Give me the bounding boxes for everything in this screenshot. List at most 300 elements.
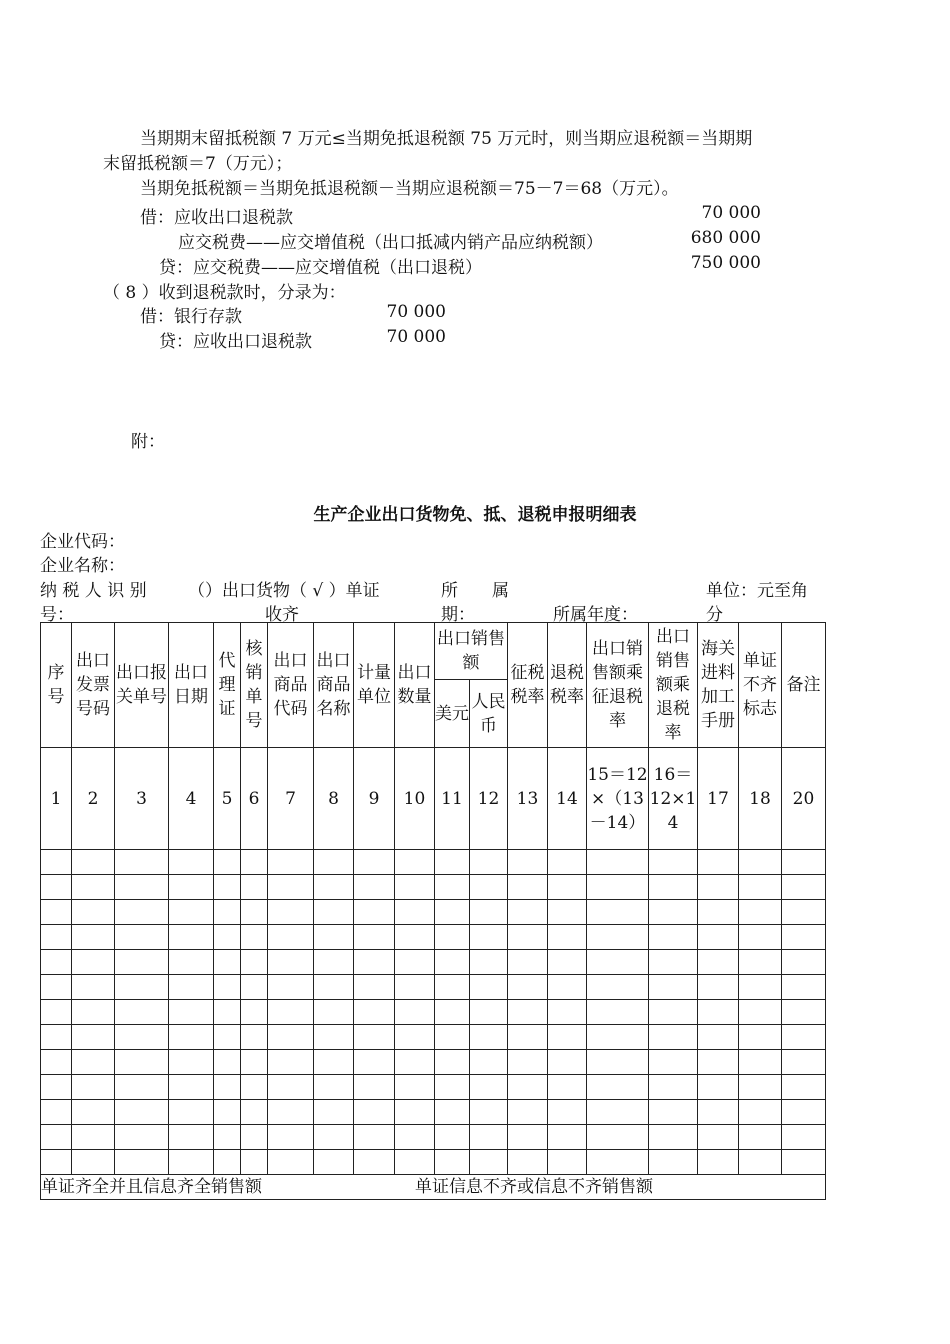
table-cell [395,975,435,1000]
table-cell [395,925,435,950]
table-cell [354,1100,395,1125]
company-code-label: 企业代码： [40,532,125,552]
table-cell [548,1050,587,1075]
table-cell [354,1150,395,1175]
table-cell [314,900,354,925]
table-cell [169,1150,214,1175]
table-cell [782,975,826,1000]
table-cell [739,950,782,975]
table-cell [268,1050,314,1075]
table-cell [739,1000,782,1025]
table-cell [435,950,470,975]
table-cell [470,950,508,975]
table-cell [782,1100,826,1125]
header-diff-amount: 出口销售额乘征退税率 [587,623,649,748]
unit-label: 单位：元至角 [706,581,808,601]
table-cell [782,925,826,950]
table-cell [698,975,739,1000]
table-cell [587,1075,649,1100]
table-cell [698,1050,739,1075]
table-cell [72,850,115,875]
table-cell [115,1050,169,1075]
table-cell [314,1150,354,1175]
table-cell [115,1100,169,1125]
table-cell [268,850,314,875]
table-cell [169,850,214,875]
table-cell [115,850,169,875]
table-cell [354,875,395,900]
col-number: 3 [115,748,169,850]
table-cell [169,950,214,975]
table-cell [268,1075,314,1100]
table-cell [782,950,826,975]
table-cell [698,1025,739,1050]
table-cell [548,925,587,950]
table-cell [649,875,698,900]
col-number: 14 [548,748,587,850]
table-cell [649,1025,698,1050]
table-cell [268,1100,314,1125]
table-cell [72,1100,115,1125]
table-cell [214,1000,241,1025]
table-cell [314,950,354,975]
header-unit: 计量单位 [354,623,395,748]
table-cell [698,1100,739,1125]
footer-row [41,1175,826,1200]
col-number: 13 [508,748,548,850]
table-cell [435,1100,470,1125]
table-cell [169,1050,214,1075]
table-cell [739,1025,782,1050]
taxpayer-id-label-cont: 号： [40,605,74,625]
table-cell [169,1025,214,1050]
table-cell [508,1025,548,1050]
header-incomplete-flag: 单证不齐标志 [739,623,782,748]
col-number: 10 [395,748,435,850]
table-cell [587,1100,649,1125]
col-number: 18 [739,748,782,850]
table-cell [395,1125,435,1150]
form-title: 生产企业出口货物免、抵、退税申报明细表 [313,505,637,525]
table-cell [435,925,470,950]
table-cell [548,1075,587,1100]
table-cell [354,1050,395,1075]
table-cell [41,900,72,925]
table-cell [169,1125,214,1150]
step-8-heading: （ 8 ）收到退税款时，分录为： [103,283,346,303]
table-cell [214,1100,241,1125]
table-cell [268,900,314,925]
table-row [41,950,826,975]
table-row [41,1025,826,1050]
table-cell [508,1075,548,1100]
table-row [41,900,826,925]
table-cell [587,850,649,875]
header-customs-manual: 海关进料加工手册 [698,623,739,748]
col-number: 4 [169,748,214,850]
export-goods-docs: （）出口货物（ √ ）单证 [188,581,380,601]
taxpayer-id-label: 纳 税 人 识 别 [40,581,147,601]
table-row [41,925,826,950]
table-cell [115,1075,169,1100]
table-cell [470,1000,508,1025]
table-cell [548,1000,587,1025]
table-cell [395,900,435,925]
table-cell [508,1125,548,1150]
footer-incomplete-sales: 单证信息不齐或信息不齐销售额 [415,1177,653,1197]
table-cell [739,850,782,875]
table-cell [169,1075,214,1100]
table-cell [698,1125,739,1150]
table-cell [470,925,508,950]
table-cell [72,925,115,950]
table-cell [435,975,470,1000]
table-cell [241,975,268,1000]
table-cell [739,875,782,900]
table-cell [72,1050,115,1075]
table-cell [314,1000,354,1025]
table-cell [548,1100,587,1125]
table-cell [649,1075,698,1100]
table-cell [314,1025,354,1050]
table-cell [739,975,782,1000]
header-customs-no: 出口报关单号 [115,623,169,748]
footer-cell [41,1175,826,1200]
table-cell [508,950,548,975]
table-cell [470,1150,508,1175]
table-cell [782,1000,826,1025]
table-cell [241,1150,268,1175]
footer-complete-sales: 单证齐全并且信息齐全销售额 [41,1177,262,1197]
declaration-table [40,622,826,1200]
table-cell [268,950,314,975]
table-cell [72,1150,115,1175]
table-cell [241,1025,268,1050]
table-cell [115,875,169,900]
table-cell [435,1000,470,1025]
table-cell [649,1100,698,1125]
table-cell [395,1000,435,1025]
table-cell [395,1150,435,1175]
table-cell [782,1075,826,1100]
header-usd: 美元 [435,680,470,748]
table-cell [782,850,826,875]
table-cell [314,1075,354,1100]
table-cell [782,900,826,925]
table-cell [508,925,548,950]
table-cell [548,850,587,875]
col-number: 16＝12×14 [649,748,698,850]
table-cell [395,850,435,875]
col-number: 2 [72,748,115,850]
table-cell [698,925,739,950]
col-number: 6 [241,748,268,850]
table-cell [649,900,698,925]
table-cell [395,1025,435,1050]
table-cell [72,900,115,925]
table-cell [508,1150,548,1175]
table-cell [739,1125,782,1150]
table-cell [508,975,548,1000]
col-number: 12 [470,748,508,850]
table-cell [548,975,587,1000]
table-cell [314,1100,354,1125]
table-cell [587,1050,649,1075]
table-cell [354,900,395,925]
table-cell [115,1125,169,1150]
table-cell [115,900,169,925]
table-cell [354,1000,395,1025]
table-cell [169,875,214,900]
col-number: 15＝12×（13－14） [587,748,649,850]
table-cell [214,875,241,900]
table-cell [587,1025,649,1050]
paragraph-line-3: 当期免抵税额＝当期免抵退税额－当期应退税额＝75－7＝68（万元）。 [140,179,679,199]
table-cell [354,850,395,875]
table-cell [268,925,314,950]
table-cell [395,1100,435,1125]
step-8-credit-label: 贷：应收出口退税款 [159,332,312,352]
table-cell [314,925,354,950]
table-cell [72,950,115,975]
year-label: 所属年度： [553,605,638,625]
table-cell [72,875,115,900]
header-sales-group: 出口销售额 [435,623,508,680]
table-cell [354,950,395,975]
table-cell [72,1025,115,1050]
table-cell [314,975,354,1000]
table-cell [41,875,72,900]
col-number: 1 [41,748,72,850]
table-cell [470,1025,508,1050]
table-cell [41,850,72,875]
table-cell [782,1050,826,1075]
table-cell [508,1100,548,1125]
table-cell [115,975,169,1000]
table-cell [169,900,214,925]
table-cell [587,875,649,900]
table-cell [649,1125,698,1150]
header-goods-code: 出口商品代码 [268,623,314,748]
table-cell [115,925,169,950]
table-cell [649,850,698,875]
table-cell [41,975,72,1000]
table-cell [115,1025,169,1050]
table-cell [72,1125,115,1150]
table-cell [649,1000,698,1025]
table-cell [395,875,435,900]
header-levy-rate: 征税税率 [508,623,548,748]
unit-label-cont: 分 [706,605,723,625]
entry-debit-1-label: 借：应收出口退税款 [140,208,293,228]
table-cell [435,1050,470,1075]
table-cell [354,925,395,950]
table-row [41,875,826,900]
table-cell [739,1150,782,1175]
table-cell [314,875,354,900]
table-cell [41,925,72,950]
col-number: 9 [354,748,395,850]
table-cell [435,1025,470,1050]
col-number: 8 [314,748,354,850]
table-cell [508,875,548,900]
table-cell [739,1100,782,1125]
table-cell [214,950,241,975]
table-cell [241,950,268,975]
export-goods-docs-cont: 收齐 [265,605,299,625]
entry-debit-2-label: 应交税费——应交增值税（出口抵减内销产品应纳税额） [178,233,603,253]
table-cell [395,1050,435,1075]
header-refund-amount: 出口销售额乘退税率 [649,623,698,748]
col-number: 17 [698,748,739,850]
step-8-debit-label: 借：银行存款 [140,307,242,327]
table-cell [354,1075,395,1100]
table-cell [241,875,268,900]
table-cell [698,1000,739,1025]
table-cell [241,1075,268,1100]
table-cell [395,1075,435,1100]
table-cell [41,950,72,975]
table-cell [649,950,698,975]
table-cell [241,1100,268,1125]
table-cell [739,900,782,925]
table-cell [41,1100,72,1125]
table-cell [587,1125,649,1150]
table-cell [268,975,314,1000]
table-cell [72,1075,115,1100]
table-row [41,1000,826,1025]
table-cell [548,1150,587,1175]
table-cell [470,1075,508,1100]
table-cell [241,1050,268,1075]
table-cell [435,850,470,875]
table-cell [587,925,649,950]
header-agency-cert: 代理证 [214,623,241,748]
table-cell [587,950,649,975]
header-quantity: 出口数量 [395,623,435,748]
entry-debit-2-amount: 680 000 [690,228,761,248]
table-cell [782,1125,826,1150]
table-cell [169,925,214,950]
paragraph-line-1: 当期期末留抵税额 7 万元≤当期免抵退税额 75 万元时，则当期应退税额＝当期期 [140,129,753,149]
table-cell [72,1000,115,1025]
table-cell [268,1000,314,1025]
table-cell [470,975,508,1000]
table-cell [115,950,169,975]
table-cell [41,1125,72,1150]
header-seq: 序号 [41,623,72,748]
table-cell [739,1050,782,1075]
company-name-label: 企业名称： [40,556,125,576]
table-cell [214,925,241,950]
table-cell [548,950,587,975]
step-8-credit-amount: 70 000 [386,327,446,347]
table-cell [241,850,268,875]
table-cell [268,875,314,900]
col-number: 11 [435,748,470,850]
table-row [41,1125,826,1150]
table-cell [41,1075,72,1100]
header-remarks: 备注 [782,623,826,748]
table-cell [698,1150,739,1175]
table-cell [548,875,587,900]
table-cell [395,950,435,975]
period-label: 所 属 [441,581,509,601]
table-cell [470,1125,508,1150]
table-cell [314,1125,354,1150]
table-cell [314,850,354,875]
header-goods-name: 出口商品名称 [314,623,354,748]
table-cell [698,1075,739,1100]
header-invoice-no: 出口发票号码 [72,623,115,748]
table-cell [470,1100,508,1125]
table-cell [470,900,508,925]
table-row [41,975,826,1000]
table-cell [548,1125,587,1150]
table-cell [214,1150,241,1175]
table-cell [115,1000,169,1025]
table-cell [435,1075,470,1100]
table-cell [698,875,739,900]
table-cell [435,875,470,900]
table-cell [169,1100,214,1125]
entry-credit-label: 贷：应交税费——应交增值税（出口退税） [159,258,482,278]
table-cell [41,1000,72,1025]
table-cell [241,1125,268,1150]
table-cell [41,1150,72,1175]
table-row [41,850,826,875]
table-cell [649,1150,698,1175]
col-number: 7 [268,748,314,850]
step-8-debit-amount: 70 000 [386,302,446,322]
table-cell [698,950,739,975]
table-cell [470,1050,508,1075]
table-cell [214,975,241,1000]
table-cell [435,900,470,925]
header-rmb: 人民币 [470,680,508,748]
table-cell [214,1050,241,1075]
table-cell [435,1150,470,1175]
table-cell [587,975,649,1000]
table-row [41,1050,826,1075]
table-cell [241,925,268,950]
column-number-row [41,748,826,850]
table-cell [241,1000,268,1025]
table-cell [72,975,115,1000]
table-cell [214,1025,241,1050]
table-cell [649,925,698,950]
table-cell [649,1050,698,1075]
entry-debit-1-amount: 70 000 [701,203,761,223]
table-cell [739,925,782,950]
table-cell [739,1075,782,1100]
table-cell [354,1125,395,1150]
table-cell [241,900,268,925]
table-cell [649,975,698,1000]
table-cell [698,850,739,875]
table-cell [41,1025,72,1050]
table-cell [214,1125,241,1150]
table-cell [548,1025,587,1050]
table-cell [214,1075,241,1100]
table-cell [782,875,826,900]
table-cell [470,850,508,875]
table-cell [548,900,587,925]
table-cell [587,900,649,925]
header-refund-rate: 退税税率 [548,623,587,748]
table-cell [587,1000,649,1025]
table-cell [169,1000,214,1025]
